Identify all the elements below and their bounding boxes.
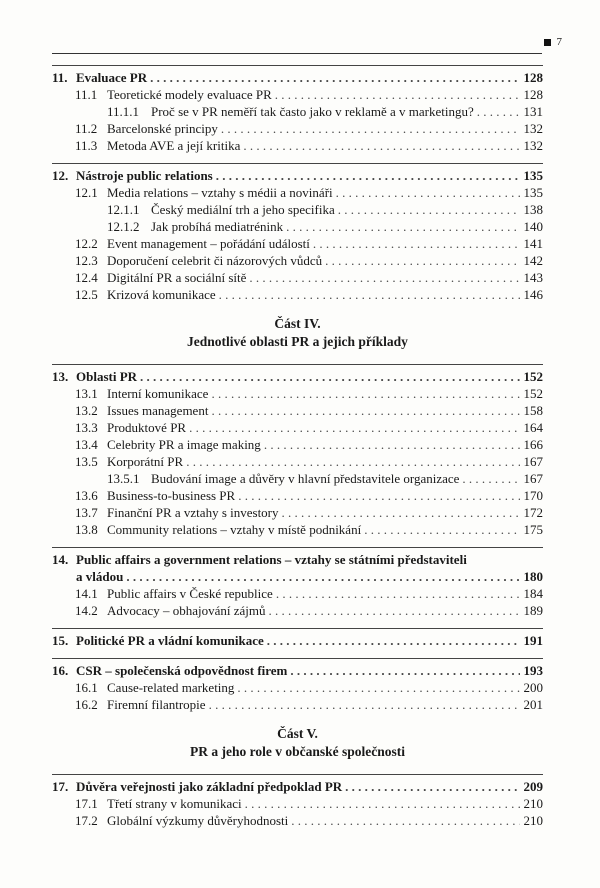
toc-chapter-entry xyxy=(52,778,543,795)
entry-title: Media relations – vztahy s médii a novináři xyxy=(107,185,333,200)
dot-leader xyxy=(245,795,520,812)
entry-number: 13.4 xyxy=(75,437,98,452)
entry-number: 11. xyxy=(52,70,68,85)
entry-title: Proč se v PR neměří tak často jako v reklamě a v marketingu? xyxy=(151,104,474,119)
dot-leader xyxy=(186,453,520,470)
entry-title: Community relations – vztahy v místě podnikání xyxy=(107,522,362,537)
toc-entry xyxy=(52,602,543,619)
section-divider xyxy=(52,364,543,365)
entry-number: 16.2 xyxy=(75,697,98,712)
dot-leader xyxy=(275,86,520,103)
entry-page: 172 xyxy=(523,505,543,520)
entry-page: 140 xyxy=(523,219,543,234)
dot-leader xyxy=(140,368,520,385)
toc-entry xyxy=(52,585,543,602)
entry-number: 16.1 xyxy=(75,680,98,695)
toc-section xyxy=(52,69,543,154)
toc-section xyxy=(52,662,543,713)
toc-entry xyxy=(52,521,543,538)
dot-leader xyxy=(126,568,520,585)
page-number: 7 xyxy=(556,36,562,48)
entry-page: 164 xyxy=(523,420,543,435)
entry-title: Barcelonské principy xyxy=(107,121,218,136)
entry-number: 12.2 xyxy=(75,236,98,251)
entry-page: 170 xyxy=(523,488,543,503)
entry-title: Produktové PR xyxy=(107,420,187,435)
entry-page: 200 xyxy=(523,680,543,695)
entry-number: 12.3 xyxy=(75,253,98,268)
toc-entry xyxy=(52,120,543,137)
toc-section xyxy=(52,368,543,538)
toc-entry-continuation xyxy=(52,568,543,585)
toc-entry xyxy=(52,402,543,419)
entry-title: CSR – společenská odpovědnost firem xyxy=(76,663,288,678)
square-marker-icon xyxy=(544,39,551,46)
entry-number: 12. xyxy=(52,168,69,183)
toc-chapter-entry xyxy=(52,662,543,679)
dot-leader xyxy=(286,218,520,235)
toc-entry xyxy=(52,103,543,120)
entry-number: 12.5 xyxy=(75,287,98,302)
entry-page: 167 xyxy=(523,454,543,469)
entry-page: 146 xyxy=(523,287,543,302)
entry-number: 13.1 xyxy=(75,386,98,401)
entry-title: Business-to-business PR xyxy=(107,488,236,503)
toc-section xyxy=(52,632,543,649)
entry-number: 14.1 xyxy=(75,586,98,601)
entry-page: 210 xyxy=(523,813,543,828)
entry-number: 13.3 xyxy=(75,420,98,435)
dot-leader xyxy=(249,269,520,286)
toc-entry xyxy=(52,679,543,696)
entry-page: 131 xyxy=(523,104,543,119)
toc-entry xyxy=(52,419,543,436)
entry-page: 210 xyxy=(523,796,543,811)
toc-chapter-entry xyxy=(52,167,543,184)
toc-entry xyxy=(52,453,543,470)
entry-page: 132 xyxy=(523,121,543,136)
entry-page: 166 xyxy=(523,437,543,452)
entry-title: Globální výzkumy důvěryhodnosti xyxy=(107,813,289,828)
entry-page: 167 xyxy=(523,471,543,486)
dot-leader xyxy=(336,184,520,201)
entry-title: Doporučení celebrit či názorových vůdců xyxy=(107,253,323,268)
toc-entry xyxy=(52,201,543,218)
toc-entry xyxy=(52,269,543,286)
section-divider xyxy=(52,774,543,775)
dot-leader xyxy=(189,419,520,436)
dot-leader xyxy=(211,402,520,419)
toc-entry xyxy=(52,795,543,812)
entry-number: 12.1.1 xyxy=(107,202,140,217)
toc-chapter-entry xyxy=(52,69,543,86)
entry-number: 14.2 xyxy=(75,603,98,618)
header-rule xyxy=(52,53,542,54)
entry-title: Nástroje public relations xyxy=(76,168,213,183)
dot-leader xyxy=(209,696,520,713)
toc-section xyxy=(52,551,543,619)
entry-page: 135 xyxy=(523,168,543,183)
section-divider xyxy=(52,547,543,548)
section-divider xyxy=(52,658,543,659)
dot-leader xyxy=(221,120,520,137)
toc-entry xyxy=(52,696,543,713)
toc-entry xyxy=(52,286,543,303)
toc-chapter-entry xyxy=(52,551,543,568)
entry-title: Event management – pořádání událostí xyxy=(107,236,310,251)
dot-leader xyxy=(462,470,520,487)
dot-leader xyxy=(282,504,520,521)
toc-entry xyxy=(52,504,543,521)
entry-page: 141 xyxy=(523,236,543,251)
entry-title: Firemní filantropie xyxy=(107,697,206,712)
entry-page: 191 xyxy=(523,633,543,648)
toc-entry xyxy=(52,137,543,154)
entry-title: Finanční PR a vztahy s investory xyxy=(107,505,279,520)
page-header xyxy=(544,37,563,48)
section-divider xyxy=(52,628,543,629)
dot-leader xyxy=(264,436,520,453)
entry-number: 12.1 xyxy=(75,185,98,200)
entry-page: 128 xyxy=(523,70,543,85)
entry-number: 17. xyxy=(52,779,69,794)
entry-title: Celebrity PR a image making xyxy=(107,437,261,452)
entry-title: Interní komunikace xyxy=(107,386,209,401)
entry-title: Český mediální trh a jeho specifika xyxy=(151,202,335,217)
entry-number: 13. xyxy=(52,369,69,384)
section-divider xyxy=(52,65,543,66)
entry-title: Korporátní PR xyxy=(107,454,184,469)
dot-leader xyxy=(219,286,520,303)
toc-entry xyxy=(52,218,543,235)
dot-leader xyxy=(216,167,520,184)
toc-chapter-entry xyxy=(52,368,543,385)
entry-title: Jak probíhá mediatrénink xyxy=(151,219,284,234)
entry-page: 175 xyxy=(523,522,543,537)
entry-page: 135 xyxy=(523,185,543,200)
toc-entry xyxy=(52,487,543,504)
dot-leader xyxy=(477,103,520,120)
entry-page: 143 xyxy=(523,270,543,285)
entry-page: 152 xyxy=(523,369,543,384)
entry-number: 14. xyxy=(52,552,69,567)
entry-number: 11.2 xyxy=(75,121,98,136)
dot-leader xyxy=(267,632,520,649)
dot-leader xyxy=(364,521,520,538)
toc-entry xyxy=(52,470,543,487)
entry-page: 193 xyxy=(523,663,543,678)
toc-section xyxy=(52,167,543,303)
entry-title: Budování image a důvěry v hlavní představitele organizace xyxy=(151,471,460,486)
entry-title: Public affairs a government relations – vztahy se státními představiteli xyxy=(76,552,467,567)
dot-leader xyxy=(325,252,520,269)
entry-page: 189 xyxy=(523,603,543,618)
dot-leader xyxy=(338,201,520,218)
part-label: Část IV. xyxy=(274,316,321,331)
toc-section xyxy=(52,778,543,829)
part-heading xyxy=(52,725,543,761)
entry-number: 13.7 xyxy=(75,505,98,520)
entry-page: 201 xyxy=(523,697,543,712)
dot-leader xyxy=(238,487,520,504)
entry-title: Politické PR a vládní komunikace xyxy=(76,633,264,648)
entry-title: Krizová komunikace xyxy=(107,287,216,302)
table-of-contents xyxy=(52,65,543,829)
dot-leader xyxy=(268,602,520,619)
entry-title: Advocacy – obhajování zájmů xyxy=(107,603,266,618)
toc-entry xyxy=(52,252,543,269)
entry-page: 180 xyxy=(523,569,543,584)
entry-number: 13.5 xyxy=(75,454,98,469)
entry-number: 11.3 xyxy=(75,138,98,153)
entry-number: 13.8 xyxy=(75,522,98,537)
dot-leader xyxy=(345,778,520,795)
dot-leader xyxy=(237,679,520,696)
dot-leader xyxy=(211,385,520,402)
toc-entry xyxy=(52,812,543,829)
dot-leader xyxy=(243,137,520,154)
entry-title: Teoretické modely evaluace PR xyxy=(107,87,272,102)
entry-title: Digitální PR a sociální sítě xyxy=(107,270,247,285)
entry-title: Metoda AVE a její kritika xyxy=(107,138,241,153)
entry-number: 11.1.1 xyxy=(107,104,140,119)
entry-number: 13.6 xyxy=(75,488,98,503)
entry-title: Oblasti PR xyxy=(76,369,138,384)
section-divider xyxy=(52,163,543,164)
part-label: Část V. xyxy=(277,726,318,741)
entry-number: 17.1 xyxy=(75,796,98,811)
entry-title: a vládou xyxy=(76,569,124,584)
entry-title: Evaluace PR xyxy=(76,70,148,85)
entry-title: Cause-related marketing xyxy=(107,680,235,695)
entry-number: 12.4 xyxy=(75,270,98,285)
part-title: PR a jeho role v občanské společnosti xyxy=(190,744,405,759)
entry-page: 128 xyxy=(523,87,543,102)
toc-entry xyxy=(52,385,543,402)
entry-number: 13.2 xyxy=(75,403,98,418)
entry-page: 132 xyxy=(523,138,543,153)
dot-leader xyxy=(291,812,520,829)
entry-page: 138 xyxy=(523,202,543,217)
entry-title: Issues management xyxy=(107,403,209,418)
toc-chapter-entry xyxy=(52,632,543,649)
entry-number: 12.1.2 xyxy=(107,219,140,234)
toc-entry xyxy=(52,235,543,252)
dot-leader xyxy=(150,69,520,86)
dot-leader xyxy=(313,235,520,252)
entry-title: Důvěra veřejnosti jako základní předpoklad PR xyxy=(76,779,343,794)
entry-page: 142 xyxy=(523,253,543,268)
entry-page: 158 xyxy=(523,403,543,418)
dot-leader xyxy=(290,662,520,679)
toc-entry xyxy=(52,184,543,201)
entry-title: Public affairs v České republice xyxy=(107,586,273,601)
part-title: Jednotlivé oblasti PR a jejich příklady xyxy=(187,334,408,349)
entry-page: 184 xyxy=(523,586,543,601)
entry-number: 13.5.1 xyxy=(107,471,140,486)
toc-entry xyxy=(52,86,543,103)
part-heading xyxy=(52,315,543,351)
entry-number: 17.2 xyxy=(75,813,98,828)
entry-page: 209 xyxy=(523,779,543,794)
toc-entry xyxy=(52,436,543,453)
entry-number: 16. xyxy=(52,663,69,678)
entry-page: 152 xyxy=(523,386,543,401)
dot-leader xyxy=(276,585,520,602)
entry-number: 11.1 xyxy=(75,87,98,102)
entry-title: Třetí strany v komunikaci xyxy=(107,796,242,811)
entry-number: 15. xyxy=(52,633,69,648)
